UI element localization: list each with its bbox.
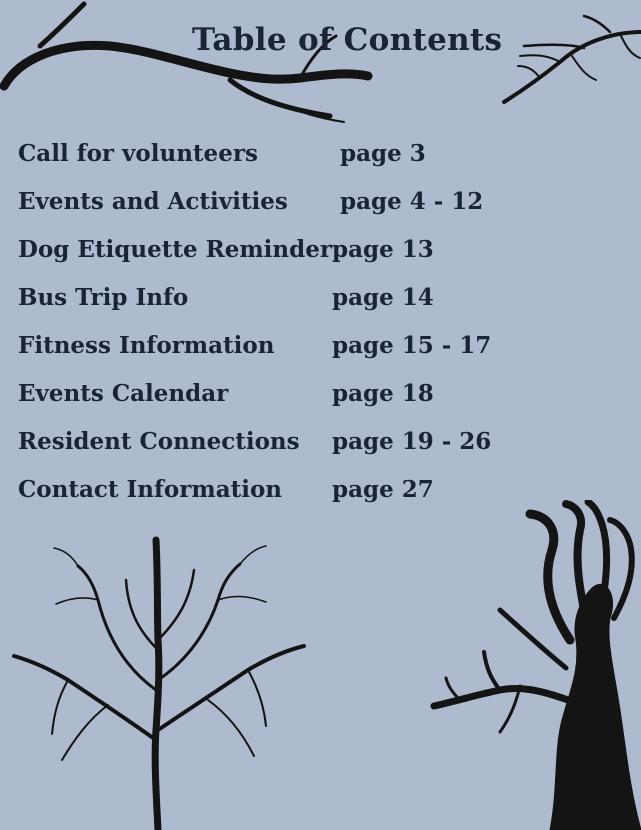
toc-row [18, 380, 618, 428]
toc-entry-label: Fitness Information [18, 332, 275, 359]
toc-row [18, 140, 618, 188]
toc-row [18, 428, 618, 476]
toc-entry-page: page 3 [340, 140, 426, 167]
toc-entry-page: page 27 [332, 476, 434, 503]
toc-entry-page: page 18 [332, 380, 434, 407]
toc-entry-page: page 14 [332, 284, 434, 311]
toc-entry-label: Bus Trip Info [18, 284, 189, 311]
bare-tree-left [8, 530, 308, 830]
toc-entry-label: Events Calendar [18, 380, 229, 407]
gnarled-tree-right [430, 500, 641, 830]
toc-entry-page: page 15 - 17 [332, 332, 492, 359]
toc-row [18, 284, 618, 332]
toc-row [18, 188, 618, 236]
toc-entry-label: Resident Connections [18, 428, 300, 455]
toc-entry-label: Dog Etiquette Reminder [18, 236, 332, 263]
toc-entry-label: Contact Information [18, 476, 283, 503]
toc-entry-page: page 13 [332, 236, 434, 263]
table-of-contents [18, 140, 618, 524]
toc-entry-label: Call for volunteers [18, 140, 258, 167]
toc-entry-label: Events and Activities [18, 188, 288, 215]
page-title: Table of Contents [192, 22, 503, 58]
toc-row [18, 236, 618, 284]
branch-top-right [500, 10, 641, 110]
branch-top-left [0, 0, 380, 130]
toc-entry-page: page 19 - 26 [332, 428, 492, 455]
toc-row [18, 332, 618, 380]
toc-entry-page: page 4 - 12 [340, 188, 484, 215]
